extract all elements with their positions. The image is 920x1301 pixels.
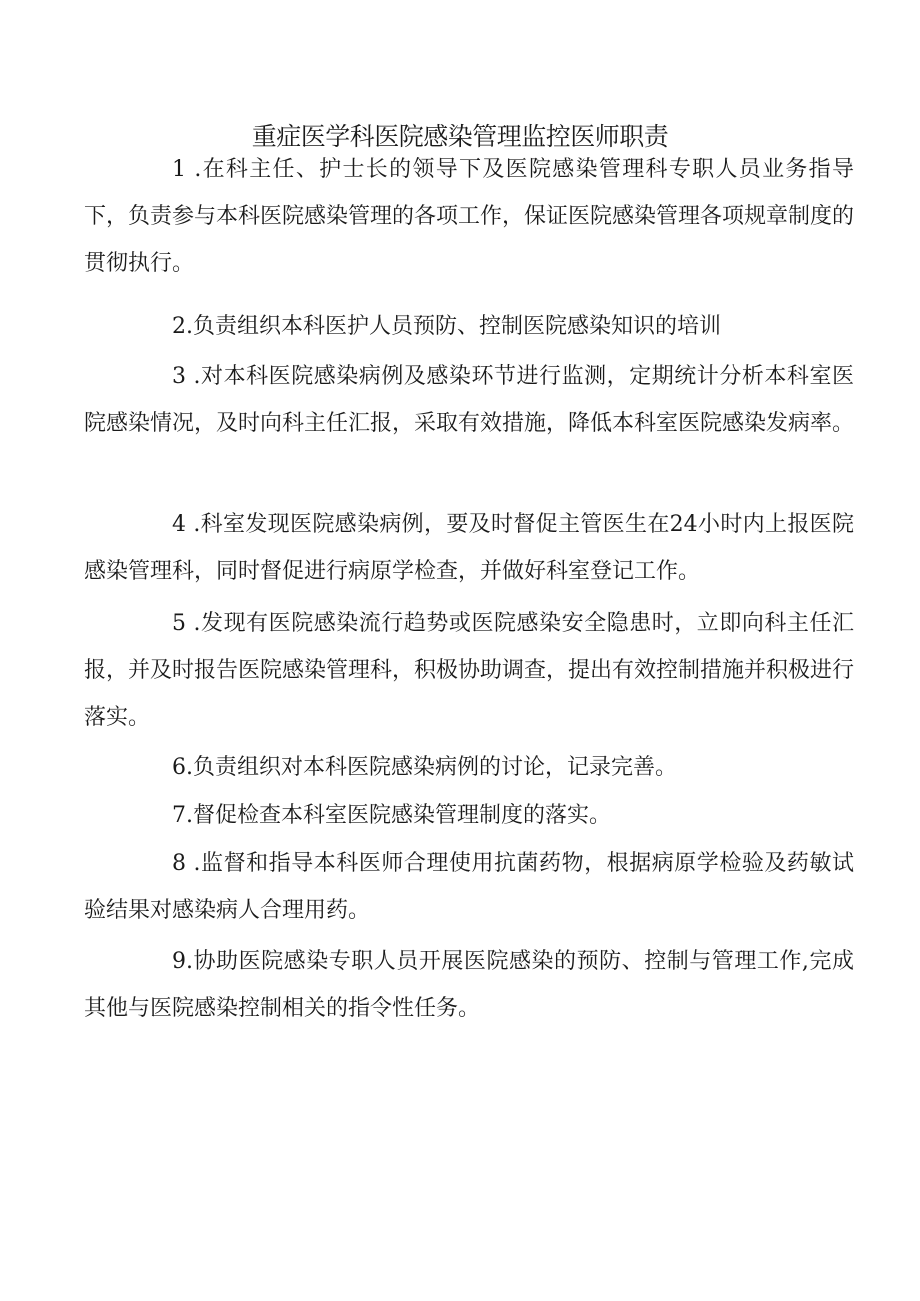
duty-item-3 bbox=[84, 353, 854, 447]
duty-item-9 bbox=[84, 938, 854, 1032]
item-number: 4 bbox=[172, 512, 186, 537]
item-number: 7 bbox=[172, 803, 186, 828]
duty-item-1 bbox=[84, 146, 854, 287]
item-text: .科室发现医院感染病例，要及时督促主管医生在24小时内上报医院感染管理科，同时督促进行病原学检查，并做好科室登记工作。 bbox=[84, 512, 854, 584]
item-text: .对本科医院感染病例及感染环节进行监测，定期统计分析本科室医院感染情况，及时向科主任汇报，采取有效措施，降低本科室医院感染发病率。 bbox=[84, 364, 855, 436]
item-text: .协助医院感染专职人员开展医院感染的预防、控制与管理工作,完成其他与医院感染控制相关的指令性任务。 bbox=[84, 949, 854, 1021]
item-number: 8 bbox=[172, 851, 186, 876]
document-title: 重症医学科医院感染管理监控医师职责 bbox=[251, 122, 669, 151]
item-number: 1 bbox=[172, 157, 186, 182]
duty-item-7 bbox=[84, 792, 854, 839]
item-text: .在科主任、护士长的领导下及医院感染管理科专职人员业务指导下，负责参与本科医院感染管理的各项工作，保证医院感染管理各项规章制度的贯彻执行。 bbox=[84, 157, 855, 276]
item-number: 6 bbox=[172, 755, 186, 780]
duty-item-6 bbox=[84, 744, 854, 791]
duty-item-2 bbox=[84, 303, 854, 350]
item-text: .负责组织对本科医院感染病例的讨论，记录完善。 bbox=[186, 755, 677, 780]
item-number: 3 bbox=[172, 364, 186, 389]
item-text: .监督和指导本科医师合理使用抗菌药物，根据病原学检验及药敏试验结果对感染病人合理用药。 bbox=[84, 851, 854, 923]
item-number: 5 bbox=[172, 611, 186, 636]
item-number: 9 bbox=[172, 949, 186, 974]
item-text: .督促检查本科室医院感染管理制度的落实。 bbox=[186, 803, 611, 828]
item-text: .负责组织本科医护人员预防、控制医院感染知识的培训 bbox=[186, 314, 721, 339]
duty-item-5 bbox=[84, 600, 854, 741]
item-text: .发现有医院感染流行趋势或医院感染安全隐患时，立即向科主任汇报，并及时报告医院感染管理科，积极协助调查，提出有效控制措施并积极进行落实。 bbox=[84, 611, 855, 730]
duty-item-4 bbox=[84, 501, 854, 595]
item-number: 2 bbox=[172, 314, 186, 339]
duty-item-8 bbox=[84, 840, 854, 934]
